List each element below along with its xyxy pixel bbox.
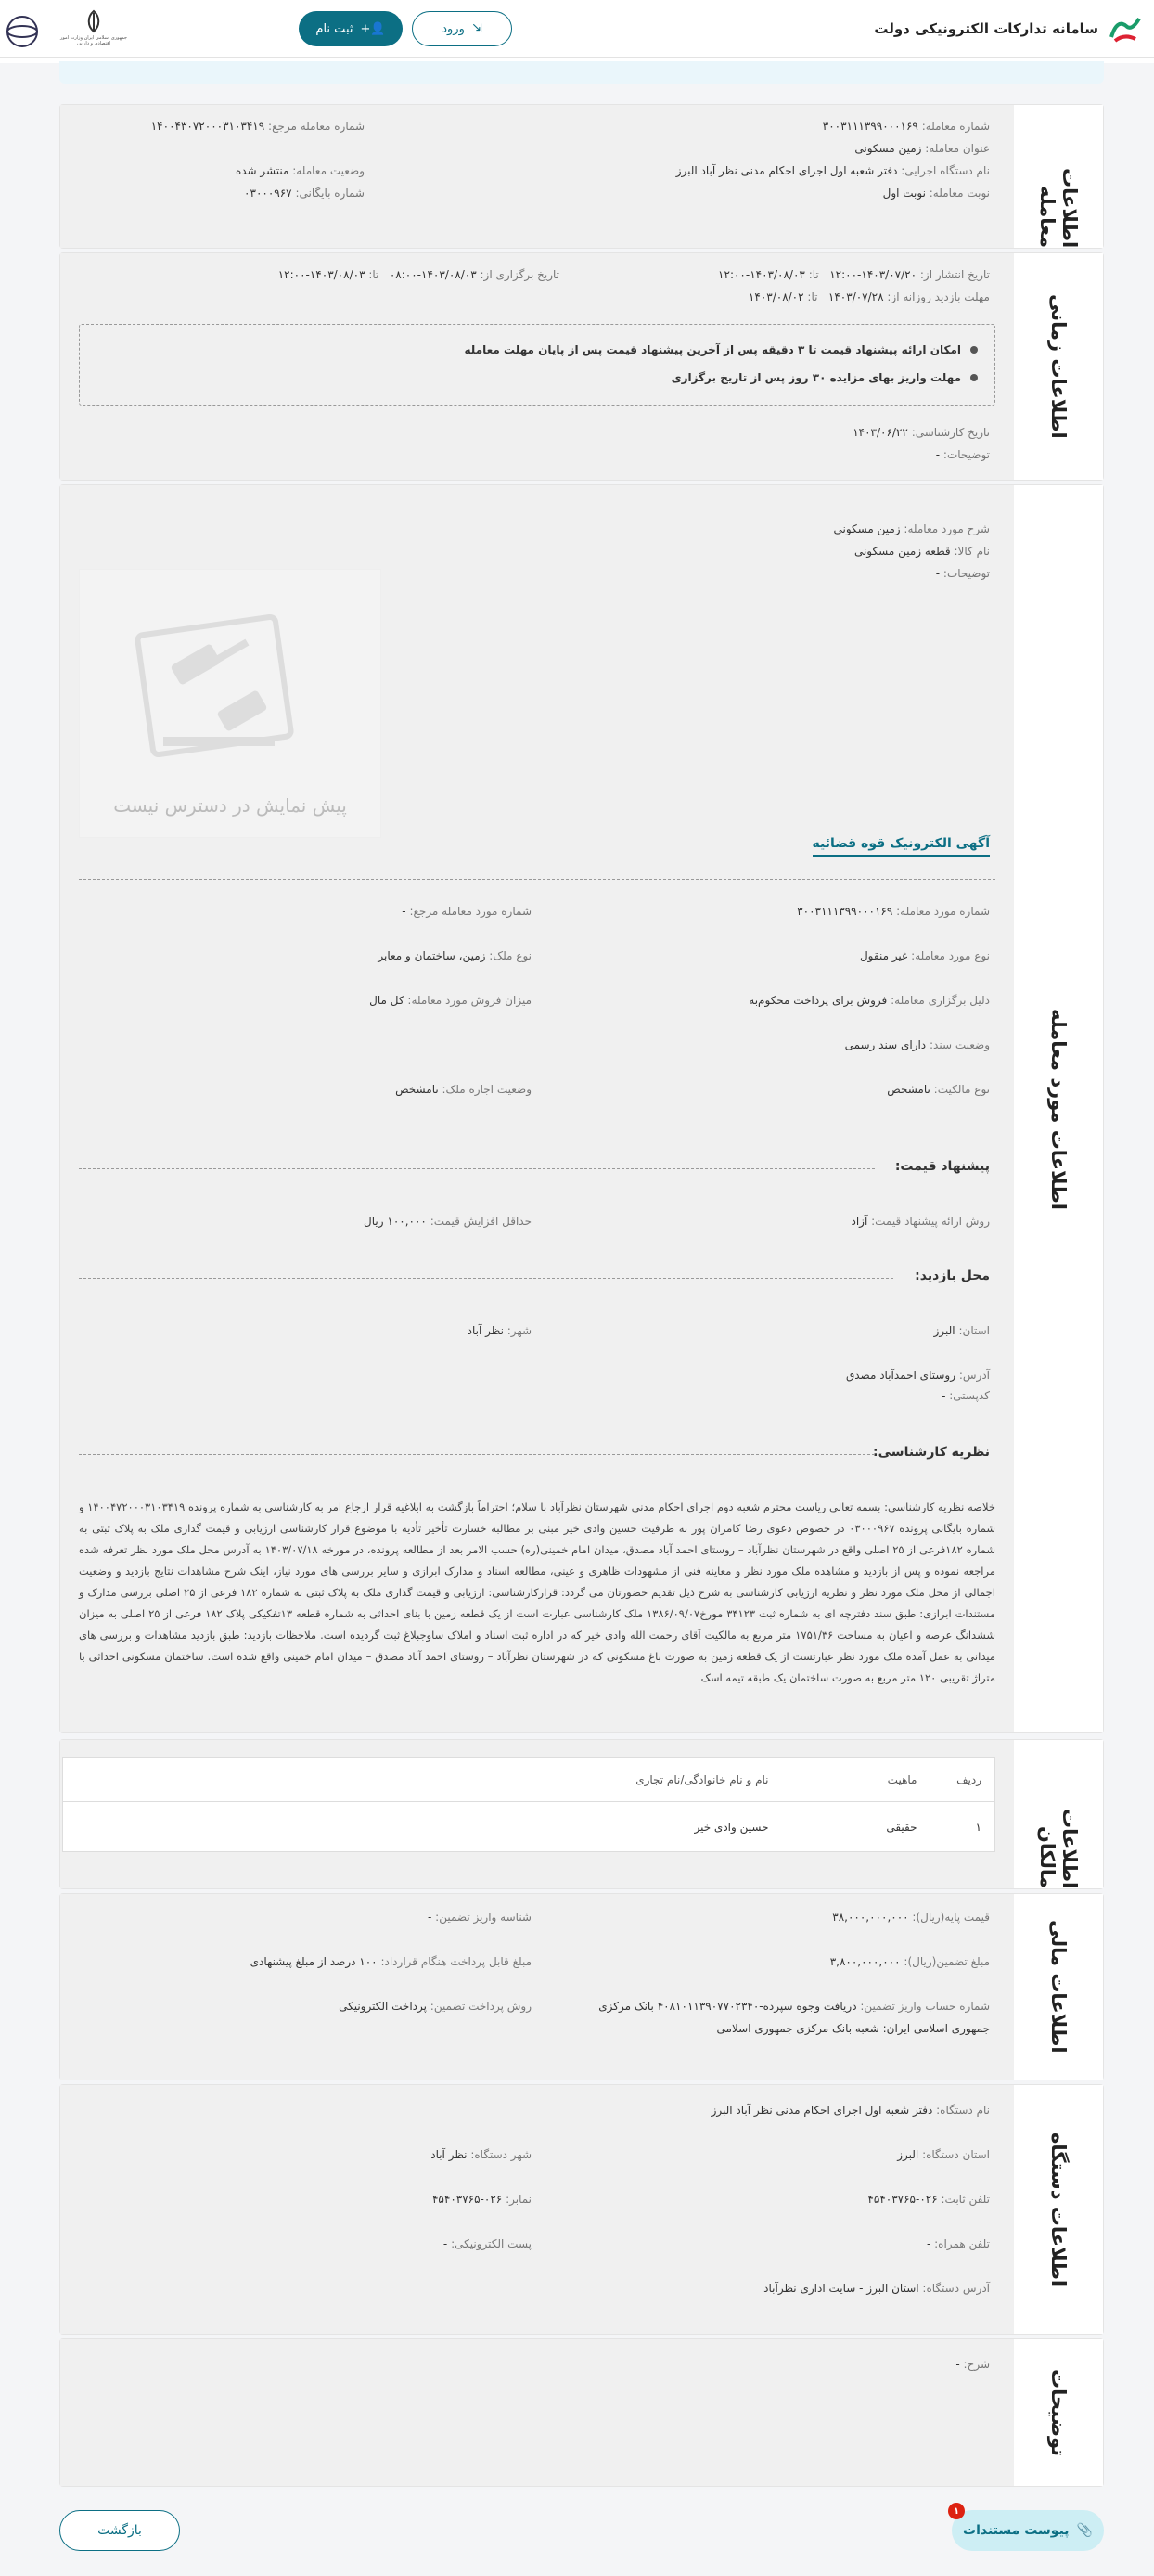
org-email-value: - [442,2237,448,2250]
owner-type-label: نوع مالکیت: [933,1083,990,1096]
note-text: امکان ارائه پیشنهاد قیمت تا ۳ دقیقه پس از آخرین پیشنهاد قیمت پس از پایان مهلت معامله [464,343,961,356]
reason-field [749,994,990,1007]
org-info-title: اطلاعات دستگاه [1047,2132,1070,2287]
org-info-side [1014,2085,1103,2334]
org-fax-value: ۰۲۶-۴۵۴۰۳۷۶۵ [431,2193,503,2206]
org-phone-field [867,2193,990,2206]
top-bar [0,0,1154,58]
info-banner [59,61,1104,84]
org-name-label: نام دستگاه: [936,2104,990,2117]
visit-to: ۱۴۰۳/۰۸/۰۲ [748,290,804,303]
publish-field [718,268,990,281]
item-info-title: اطلاعات مورد معامله [1047,1008,1070,1210]
archive-field [244,187,365,200]
descriptions-title: توضیحات [1047,2368,1070,2457]
gavel-icon [108,588,330,774]
org-phone-label: تلفن ثابت: [941,2193,990,2206]
turn-field [883,187,990,200]
visit-from: ۱۴۰۳/۰۷/۲۸ [827,290,884,303]
lease-field [395,1083,532,1096]
item-info-section [59,484,1104,1733]
executor-label: نام دستگاه اجرایی: [901,164,990,177]
time-info-side [1014,253,1103,480]
hold-to-label: تا: [368,268,379,281]
ref-number-label: شماره معامله مرجع: [268,120,365,133]
descriptions-side [1014,2339,1103,2486]
time-desc-label: توضیحات: [942,448,990,461]
city-value: نظر آباد [467,1324,504,1337]
org-name-value: دفتر شعبه اول اجرای احکام مدنی نظر آباد البرز [711,2104,933,2117]
pay-method-field [339,2000,532,2013]
org-address-field [763,2282,990,2295]
ref-number-field [151,120,365,133]
org-phone-value: ۰۲۶-۴۵۴۰۳۷۶۵ [867,2193,938,2206]
share-value: کل مال [369,994,404,1007]
sharh-field [955,2358,990,2371]
note-item [672,371,978,384]
col-name: نام و نام خانوادگی/نام تجاری [63,1758,782,1802]
postal-field [942,1389,990,1402]
visit-label: مهلت بازدید روزانه از: [887,290,990,303]
deal-info-title: اطلاعات معامله [1036,167,1081,248]
emblem-icon [80,9,108,33]
org-mobile-label: تلفن همراه: [934,2237,990,2250]
prop-type-field [378,949,532,962]
owners-table-header [63,1758,995,1802]
divider [79,1168,875,1169]
image-caption: پیش نمایش در دسترس نیست [113,794,347,817]
sharh-value: - [955,2358,960,2371]
note-item [465,343,978,356]
turn-value: نوبت اول [882,187,926,200]
account-line2: جمهوری اسلامی ایران: شعبه بانک مرکزی جمهوری اسلامی [716,2022,990,2035]
payable-value: ۱۰۰ درصد از مبلغ پیشنهادی [250,1955,378,1968]
pay-method-label: روش پرداخت تضمین: [430,2000,532,2013]
visit-to-label: تا: [807,290,818,303]
org-fax-field [432,2193,532,2206]
pay-method-value: پرداخت الکترونیکی [339,2000,427,2013]
org-mobile-field [927,2237,990,2250]
org-info-content [60,2085,1014,2334]
address-label: آدرس: [958,1369,990,1382]
province-value: البرز [933,1324,955,1337]
org-mobile-value: - [926,2237,931,2250]
owner-type-value: نامشخص [887,1083,930,1096]
deposit-id-value: - [428,1911,432,1924]
guarantee-value: ۳,۸۰۰,۰۰۰,۰۰۰ [829,1955,901,1968]
table-row [63,1802,995,1852]
item-desc-label: شرح مورد معامله: [904,522,990,535]
doc-label: وضعیت سند: [929,1038,990,1051]
postal-label: کدپستی: [949,1389,990,1402]
setad-logo-icon[interactable] [1108,13,1143,45]
attachments-label: پیوست مستندات [963,2523,1070,2538]
bullet-icon [970,374,978,381]
turn-label: نوبت معامله: [929,187,990,200]
time-info-title: اطلاعات زمانی [1047,294,1070,439]
deposit-id-label: شناسه واریز تضمین: [435,1911,532,1924]
city-label: شهر: [506,1324,532,1337]
payable-field [250,1955,532,1968]
account-value: دریافت وجوه سپرده-۴۰۸۱۰۱۱۳۹۰۷۷۰۲۳۴۰ بانک مرکزی [598,2000,857,2013]
city-field [468,1324,532,1337]
org-city-value: نظر آباد [430,2148,468,2161]
deal-info-section [59,104,1104,249]
account-label: شماره حساب واریز تضمین: [860,2000,990,2013]
sharh-label: شرح: [963,2358,990,2371]
share-label: میزان فروش مورد معامله: [407,994,532,1007]
expert-date-label: تاریخ کارشناسی: [911,426,990,439]
financial-info-section [59,1893,1104,2080]
ref-number-value: ۱۴۰۰۴۳۰۷۲۰۰۰۳۱۰۳۴۱۹ [150,120,265,133]
archive-label: شماره بایگانی: [295,187,365,200]
row-index: ۱ [975,1820,981,1834]
payable-label: مبلغ قابل پرداخت هنگام قرارداد: [380,1955,532,1968]
publish-label: تاریخ انتشار از: [919,268,990,281]
subject-label: عنوان معامله: [925,142,990,155]
offer-method-field [852,1215,991,1228]
owners-table [62,1757,995,1852]
executor-value: دفتر شعبه اول اجرای احکام مدنی نظر آباد البرز [675,164,898,177]
hold-label: تاریخ برگزاری از: [480,268,559,281]
item-type-label: نوع مورد معامله: [911,949,990,962]
share-field [369,994,532,1007]
postal-value: - [942,1389,946,1402]
deposit-id-field [428,1911,532,1924]
reason-label: دلیل برگزاری معامله: [891,994,990,1007]
province-label: استان: [958,1324,990,1337]
item-image-placeholder[interactable] [79,569,381,838]
user-plus-icon: 👤+ [360,21,386,36]
org-province-label: استان دستگاه: [922,2148,990,2161]
goods-value: قطعه زمین مسکونی [853,545,951,558]
item-desc-value: زمین مسکونی [833,522,901,535]
offer-header: پیشنهاد قیمت: [894,1159,990,1174]
item-info-content [60,485,1014,1732]
time-info-content [60,253,1014,480]
lease-value: نامشخص [395,1083,439,1096]
row-type: حقیقی [886,1820,917,1834]
item-notes-field [936,567,990,580]
notes-box [79,324,995,406]
org-name: جمهوری اسلامی ایران وزارت امور اقتصادی و دارایی [60,35,127,46]
deal-info-side [1014,105,1103,248]
doc-value: دارای سند رسمی [844,1038,927,1051]
org-province-value: البرز [897,2148,919,2161]
subject-value: زمین مسکونی [854,142,922,155]
divider [79,1454,875,1455]
item-ref-value: - [402,905,406,918]
note-text: مهلت واریز بهای مزایده ۳۰ روز پس از تاریخ برگزاری [671,371,961,384]
login-icon: ⇲ [471,21,482,36]
partner-logo-icon [4,13,41,50]
prop-type-value: زمین، ساختمان و معابر [378,949,486,962]
min-inc-label: حداقل افزایش قیمت: [430,1215,532,1228]
owner-info-title: اطلاعات مالکان [1036,1808,1081,1888]
subject-field [854,142,990,155]
owner-info-content [60,1740,1014,1888]
offer-method-label: روش ارائه پیشنهاد قیمت: [871,1215,990,1228]
register-button[interactable] [299,11,403,46]
org-address-value: استان البرز - سایت اداری نظرآباد [763,2282,919,2295]
goods-field [854,545,990,558]
offer-method-value: آزاد [851,1215,868,1228]
time-desc-value: - [935,448,941,461]
org-city-field [430,2148,532,2161]
ministry-logo [58,9,130,50]
publish-from: ۱۴۰۳/۰۷/۲۰-۱۲:۰۰ [829,268,917,281]
publish-to: ۱۴۰۳/۰۸/۰۳-۱۲:۰۰ [718,268,805,281]
register-label: ثبت نام [315,21,353,36]
org-fax-label: نمابر: [506,2193,532,2206]
deal-number-field [823,120,990,133]
site-title: سامانه تدارکات الکترونیکی دولت [874,20,1098,37]
item-ref-label: شماره مورد معامله مرجع: [409,905,532,918]
item-info-side [1014,485,1103,1732]
owner-info-section [59,1739,1104,1889]
address-value: روستای احمدآباد مصدق [845,1369,955,1382]
status-field [236,164,365,177]
account-field [598,2000,990,2013]
attachments-count-badge: ۱ [948,2503,965,2519]
divider [79,879,995,880]
min-inc-value: ۱۰۰,۰۰۰ ریال [364,1215,427,1228]
owner-type-field [887,1083,990,1096]
org-address-label: آدرس دستگاه: [922,2282,990,2295]
financial-info-content [60,1894,1014,2080]
expert-date-field [853,426,990,439]
base-price-value: ۳۸,۰۰۰,۰۰۰,۰۰۰ [832,1911,909,1924]
visit-header: محل بازدید: [915,1269,990,1283]
col-type: ماهیت [782,1758,930,1802]
item-ref-field [402,905,532,918]
item-number-field [797,905,990,918]
deal-number-label: شماره معامله: [921,120,990,133]
lease-label: وضعیت اجاره ملک: [442,1083,532,1096]
org-email-label: پست الکترونیکی: [451,2237,532,2250]
divider [79,1278,893,1279]
item-type-field [860,949,990,962]
base-price-field [832,1911,990,1924]
goods-label: نام کالا: [954,545,990,558]
time-desc-field [936,448,990,461]
descriptions-content [60,2339,1014,2486]
org-email-field [443,2237,532,2250]
descriptions-section [59,2338,1104,2487]
org-city-label: شهر دستگاه: [470,2148,532,2161]
back-button[interactable]: بازگشت [59,2510,180,2551]
item-notes-value: - [935,567,941,580]
login-label: ورود [442,21,465,36]
hold-from: ۱۴۰۳/۰۸/۰۳-۰۸:۰۰ [389,268,477,281]
attachments-button[interactable] [952,2505,1104,2551]
executor-field [676,164,990,177]
paperclip-icon: 📎 [1076,2523,1093,2538]
item-type-value: غیر منقول [859,949,908,962]
province-field [934,1324,990,1337]
org-province-field [897,2148,990,2161]
expert-text: خلاصه نظریه کارشناسی: بسمه تعالی ریاست محترم شعبه دوم اجرای احکام مدنی شهرستان نظرآباد با سلام؛ احتراماً بازگشت به ابلاغیه قرار ارجاع امر به کارشناسی به شماره پرونده ۱۴۰۰۴۷۲۰۰۰۳۱۰۳۴۱۹ و شماره بایگانی پرونده ۰۳۰۰۰۹۶۷ در خصوص دعوی رضا کامران پور به طرفیت حسین وادی خیر مبنی بر مطالبه خسارت تأخیر تأدیه با موضوع قرار کارشناسی ارزیابی و قیمت گذاری ملک به پلاک ثبتی به شماره ۱۸۲فرعی از ۲۵ اصلی واقع در شهرستان نظرآباد – روستای احمد آباد مصدق، میدان امام خمینی(ره) حسب الامر بعد از مطالعه پرونده، در مورخه ۱۴۰۳/۰۷/۱۸ به آدرس محل ملک مورد نظر تعرفه شده مراجعه نموده و پس از بازدید و مشاهده ملک مورد نظر و معاینه فنی از مشهودات ظاهری و عینی، مطالعه اسناد و مدارک ابرازی و سایر بررسی های مورد نیاز، اینک شرح مشاهدات نتایج بازدید و وضعیت اجمالی از محل ملک مورد نظر و نظریه ارزیابی کارشناسی به شرح ذیل تقدیم حضورتان می گردد: قرارکارشناسی: ارزیابی و قیمت گذاری ملک به پلاک ثبتی به شماره ۱۸۲ فرعی از ۲۵ اصلی بررسی مدارک و مستندات ابرازی: طبق سند دفترچه ای به شماره ثبت ۳۴۱۲۳ مورخ۱۳۸۶/۰۹/۰۷ ملک کارشناسی عبارت است از یک قطعه زمین با بنای احداثی به شماره قطعه ۱۳تفکیکی پلاک ۱۸۲ فرعی از ۲۵ اصلی به میزان ششدانگ عرصه و اعیان به مساحت ۱۷۵۱/۳۶ متر مربع به مالکیت آقای رحمت الله وادی خیر که در اداره ثبت اسناد و املاک ساوجبلاغ ثبت گردیده است. ملاحظات بازدید: طبق بازدید مشاهدات و بررسی های میدانی به عمل آمده ملک مورد نظر عبارتست از یک قطعه زمین به صورت باغ مسکونی که در شهرستان نظرآباد – روستای احمد آباد مصدق – میدان امام خمینی واقع شده است. ساختمان مسکونی احداثی با متراژ تقریبی ۱۲۰ متر مربع به صورت ساختمان یک طبقه تیمه اسک [79,1501,995,1684]
publish-to-label: تا: [808,268,819,281]
login-button[interactable] [412,11,512,46]
item-number-value: ۳۰۰۳۱۱۱۳۹۹۰۰۰۱۶۹ [797,905,893,918]
visit-field [749,290,990,303]
financial-info-side [1014,1894,1103,2080]
hold-to: ۱۴۰۳/۰۸/۰۳-۱۲:۰۰ [277,268,365,281]
org-name-field [712,2104,990,2117]
deal-info-content [60,105,1014,248]
bullet-icon [970,346,978,354]
status-label: وضعیت معامله: [292,164,365,177]
ad-link[interactable]: آگهی الکترونیک قوه قضائیه [813,836,991,857]
item-desc-field [834,522,991,535]
address-field [846,1369,990,1382]
owner-info-side [1014,1740,1103,1888]
expert-date-value: ۱۴۰۳/۰۶/۲۲ [853,426,908,439]
guarantee-label: مبلغ تضمین(ریال): [904,1955,990,1968]
prop-type-label: نوع ملک: [489,949,532,962]
time-info-section [59,252,1104,481]
row-name: حسین وادی خیر [694,1820,769,1834]
guarantee-field [830,1955,990,1968]
hold-field [278,268,559,281]
col-row: ردیف [930,1758,995,1802]
archive-value: ۰۳۰۰۰۹۶۷ [244,187,292,200]
financial-info-title: اطلاعات مالی [1047,1920,1070,2054]
expert-header: نظریه کارشناسی: [873,1445,990,1460]
reason-value: فروش برای پرداخت محکوم‌به [749,994,888,1007]
item-number-label: شماره مورد معامله: [896,905,990,918]
doc-field [845,1038,990,1051]
min-inc-field [364,1215,532,1228]
status-value: منتشر شده [235,164,289,177]
org-info-section [59,2084,1104,2335]
deal-number-value: ۳۰۰۳۱۱۱۳۹۹۰۰۰۱۶۹ [822,120,918,133]
item-notes-label: توضیحات: [942,567,990,580]
base-price-label: قیمت پایه(ریال): [912,1911,990,1924]
